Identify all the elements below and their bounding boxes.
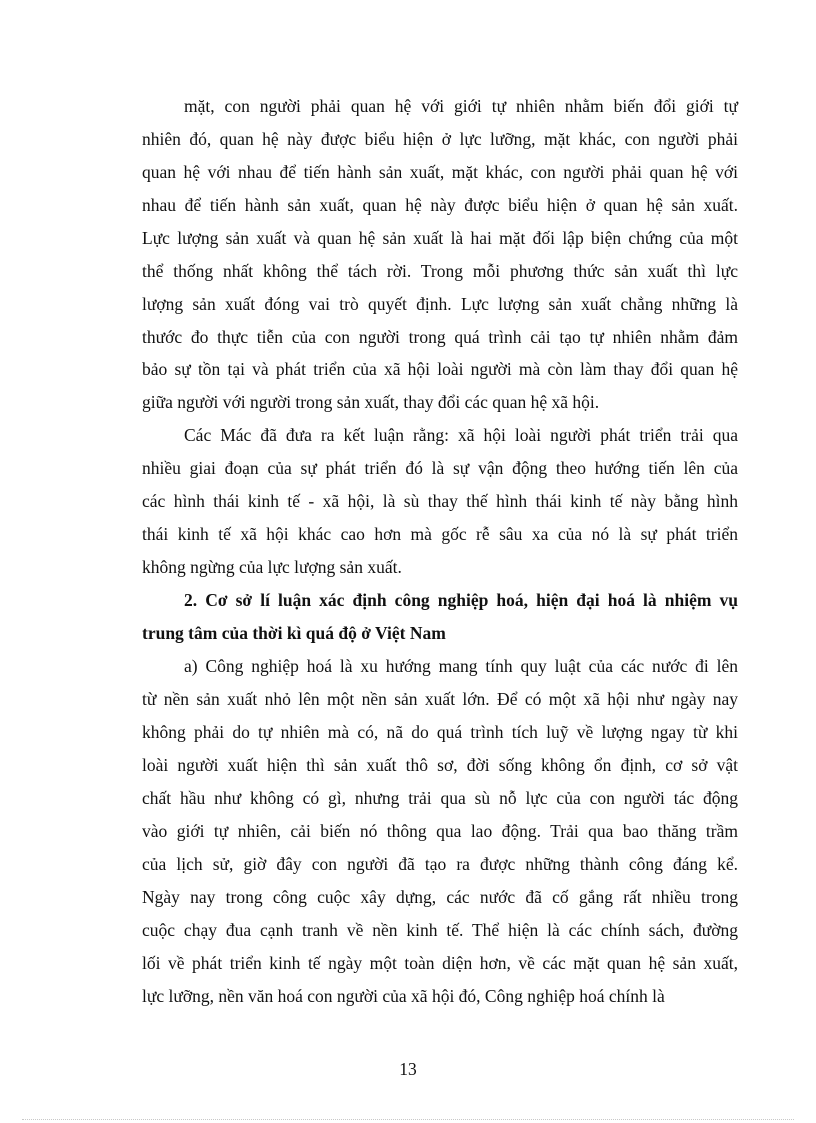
paragraph-line: bảo sự tồn tại và phát triển của xã hội loài người mà còn làm thay đổi quan hệ bbox=[142, 359, 738, 379]
paragraph-line: mặt, con người phải quan hệ với giới tự nhiên nhằm biến đổi giới tự bbox=[184, 96, 738, 116]
paragraph-line: thước đo thực tiễn của con người trong quá trình cải tạo tự nhiên nhằm đảm bbox=[142, 327, 738, 347]
paragraph-line: a) Công nghiệp hoá là xu hướng mang tính quy luật của các nước đi lên bbox=[184, 656, 738, 676]
paragraph-line: Các Mác đã đưa ra kết luận rằng: xã hội loài người phát triển trải qua bbox=[184, 425, 738, 445]
paragraph-line: thái kinh tế xã hội khác cao hơn mà gốc rễ sâu xa của nó là sự phát triển bbox=[142, 524, 738, 544]
paragraph-line: nhau để tiến hành sản xuất, quan hệ này được biểu hiện ở quan hệ sản xuất. bbox=[142, 195, 738, 215]
paragraph-line: cuộc chạy đua cạnh tranh về nền kinh tế. Thể hiện là các chính sách, đường bbox=[142, 920, 738, 940]
paragraph-line: lượng sản xuất đóng vai trò quyết định. Lực lượng sản xuất chẳng những là bbox=[142, 294, 738, 314]
paragraph-line: giữa người với người trong sản xuất, thay đổi các quan hệ xã hội. bbox=[142, 392, 600, 412]
paragraph-line: lối về phát triển kinh tế ngày một toàn diện hơn, về các mặt quan hệ sản xuất, bbox=[142, 953, 738, 973]
paragraph-line: quan hệ với nhau để tiến hành sản xuất, mặt khác, con người phải quan hệ với bbox=[142, 162, 738, 182]
paragraph-line: từ nền sản xuất nhỏ lên một nền sản xuất lớn. Để có một xã hội như ngày nay bbox=[142, 689, 738, 709]
paragraph-line: loài người xuất hiện thì sản xuất thô sơ, đời sống không ổn định, cơ sở vật bbox=[142, 755, 738, 775]
page-number: 13 bbox=[399, 1059, 417, 1079]
paragraph-line: không phải do tự nhiên mà có, nã do quá trình tích luỹ về lượng ngay từ khi bbox=[142, 722, 738, 742]
section-heading: trung tâm của thời kì quá độ ở Việt Nam bbox=[142, 623, 446, 643]
paragraph-line: vào giới tự nhiên, cải biến nó thông qua lao động. Trải qua bao thăng trầm bbox=[142, 821, 738, 841]
paragraph-line: nhiều giai đoạn của sự phát triển đó là sự vận động theo hướng tiến lên của bbox=[142, 458, 738, 478]
paragraph-line: lực lưỡng, nền văn hoá con người của xã hội đó, Công nghiệp hoá chính là bbox=[142, 986, 665, 1006]
paragraph-line: các hình thái kinh tế - xã hội, là sù thay thế hình thái kinh tế này bằng hình bbox=[142, 491, 738, 511]
paragraph-line: chất hầu như không có gì, nhưng trải qua sù nỗ lực của con người tác động bbox=[142, 788, 738, 808]
paragraph-line: nhiên đó, quan hệ này được biểu hiện ở lực lưỡng, mặt khác, con người phải bbox=[142, 129, 738, 149]
section-heading: 2. Cơ sở lí luận xác định công nghiệp hoá, hiện đại hoá là nhiệm vụ bbox=[184, 590, 738, 610]
paragraph-line: thể thống nhất không thể tách rời. Trong mỗi phương thức sản xuất thì lực bbox=[142, 261, 738, 281]
paragraph-line: không ngừng của lực lượng sản xuất. bbox=[142, 557, 402, 577]
paragraph-line: của lịch sử, giờ đây con người đã tạo ra được những thành công đáng kể. bbox=[142, 854, 738, 874]
paragraph-line: Lực lượng sản xuất và quan hệ sản xuất là hai mặt đối lập biện chứng của một bbox=[142, 228, 738, 248]
page-bottom-divider bbox=[22, 1119, 794, 1120]
paragraph-line: Ngày nay trong công cuộc xây dựng, các nước đã cố gắng rất nhiều trong bbox=[142, 887, 738, 907]
